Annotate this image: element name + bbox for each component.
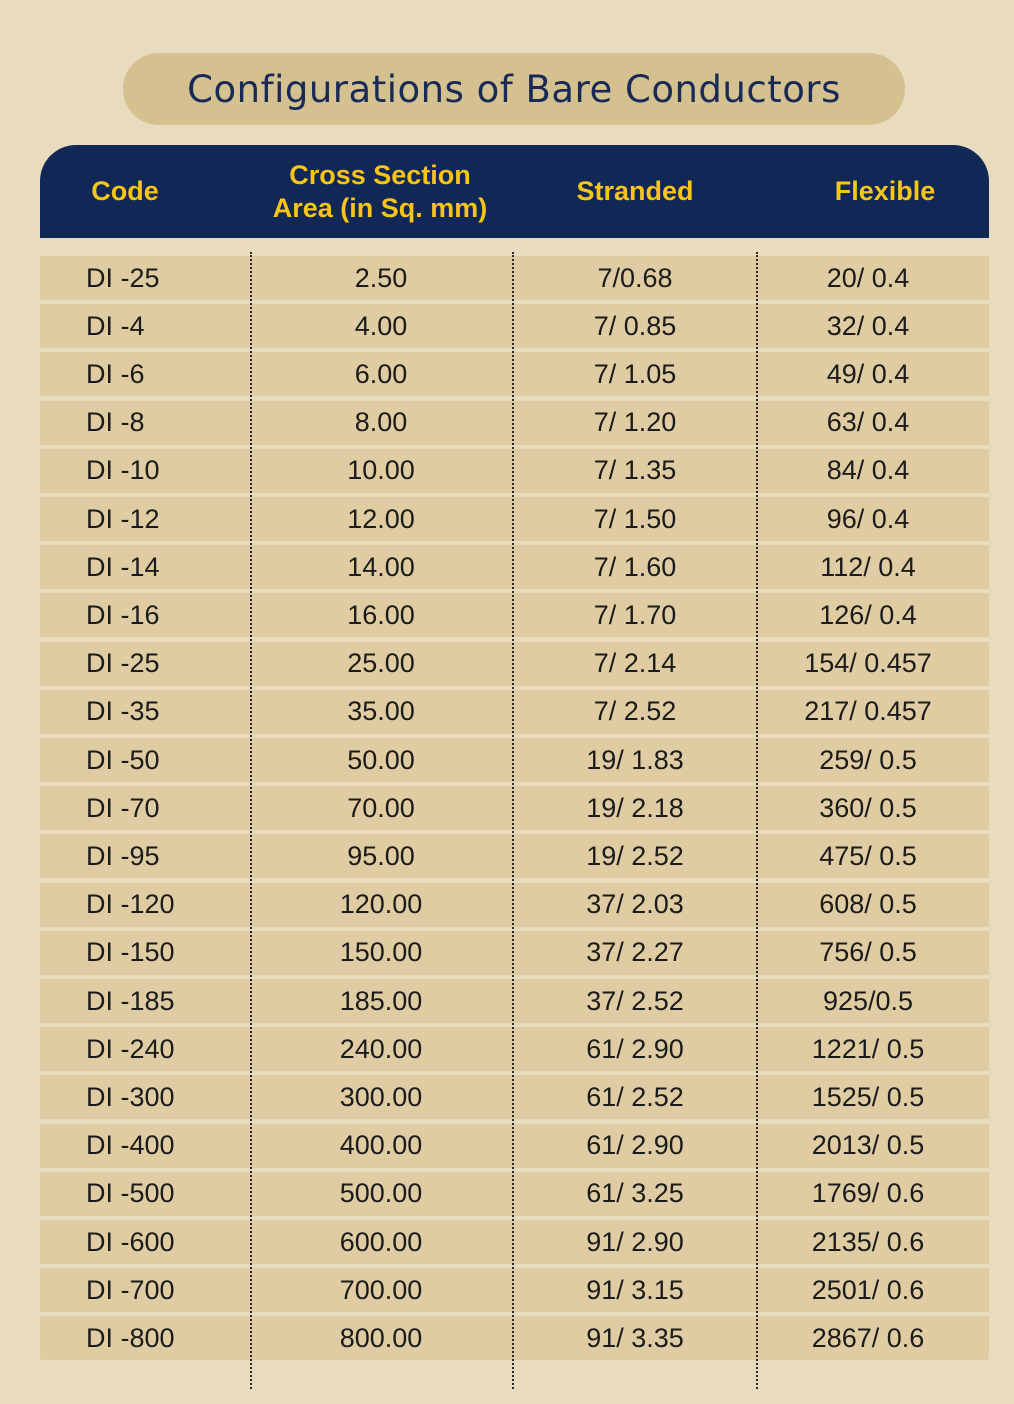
code-cell: DI -700 [86, 1274, 175, 1305]
stranded-cell: 7/ 0.85 [593, 310, 677, 341]
flexible-cell: 20/ 0.4 [826, 262, 910, 293]
flexible-cell: 32/ 0.4 [826, 310, 910, 341]
flexible-cell: 2867/ 0.6 [811, 1322, 925, 1353]
code-cell: DI -12 [86, 503, 160, 534]
flexible-cell: 259/ 0.5 [819, 744, 917, 775]
stranded-cell: 7/ 1.35 [593, 455, 677, 486]
table-row [40, 1027, 989, 1071]
table-row [40, 1220, 989, 1264]
table-row [40, 931, 989, 975]
code-cell: DI -50 [86, 744, 160, 775]
area-cell: 8.00 [354, 407, 408, 438]
code-cell: DI -8 [86, 407, 145, 438]
code-cell: DI -500 [86, 1178, 175, 1209]
area-cell: 2.50 [354, 262, 408, 293]
header-area [225, 145, 535, 238]
code-cell: DI -600 [86, 1226, 175, 1257]
header-area-line1: Cross Section [289, 159, 471, 190]
area-cell: 800.00 [339, 1322, 423, 1353]
flexible-cell: 2013/ 0.5 [811, 1130, 925, 1161]
stranded-cell: 7/ 1.50 [593, 503, 677, 534]
flexible-cell: 96/ 0.4 [826, 503, 910, 534]
table-row [40, 304, 989, 348]
table-row [40, 786, 989, 830]
area-cell: 35.00 [347, 696, 415, 727]
stranded-cell: 37/ 2.52 [586, 985, 684, 1016]
area-cell: 120.00 [339, 889, 423, 920]
flexible-cell: 360/ 0.5 [819, 792, 917, 823]
area-cell: 150.00 [339, 937, 423, 968]
stranded-cell: 7/ 1.05 [593, 358, 677, 389]
code-cell: DI -240 [86, 1033, 175, 1064]
table-row [40, 690, 989, 734]
flexible-cell: 475/ 0.5 [819, 840, 917, 871]
flexible-cell: 63/ 0.4 [826, 407, 910, 438]
area-cell: 95.00 [347, 840, 415, 871]
area-cell: 700.00 [339, 1274, 423, 1305]
code-cell: DI -35 [86, 696, 160, 727]
stranded-cell: 91/ 3.35 [586, 1322, 684, 1353]
header-flexible: Flexible [834, 176, 936, 206]
header-stranded: Stranded [576, 176, 694, 206]
code-cell: DI -6 [86, 358, 145, 389]
stranded-cell: 7/ 1.60 [593, 551, 677, 582]
code-cell: DI -70 [86, 792, 160, 823]
table-header [40, 145, 989, 238]
code-cell: DI -25 [86, 262, 160, 293]
stranded-cell: 19/ 2.18 [586, 792, 684, 823]
flexible-cell: 925/0.5 [822, 985, 914, 1016]
table-body [40, 252, 989, 1389]
table-row [40, 256, 989, 300]
code-cell: DI -16 [86, 599, 160, 630]
stranded-cell: 7/0.68 [597, 262, 673, 293]
table-row [40, 1316, 989, 1360]
area-cell: 500.00 [339, 1178, 423, 1209]
table-row [40, 449, 989, 493]
flexible-cell: 608/ 0.5 [819, 889, 917, 920]
table-row [40, 352, 989, 396]
table-row [40, 593, 989, 637]
area-cell: 12.00 [347, 503, 415, 534]
stranded-cell: 61/ 2.90 [586, 1130, 684, 1161]
table-row [40, 834, 989, 878]
table-row [40, 545, 989, 589]
area-cell: 185.00 [339, 985, 423, 1016]
header-code: Code [91, 176, 159, 206]
flexible-cell: 49/ 0.4 [826, 358, 910, 389]
stranded-cell: 91/ 2.90 [586, 1226, 684, 1257]
code-cell: DI -185 [86, 985, 175, 1016]
area-cell: 14.00 [347, 551, 415, 582]
table-row [40, 1124, 989, 1168]
stranded-cell: 7/ 2.52 [593, 696, 677, 727]
area-cell: 300.00 [339, 1081, 423, 1112]
area-cell: 25.00 [347, 648, 415, 679]
code-cell: DI -300 [86, 1081, 175, 1112]
table-row [40, 979, 989, 1023]
table-row [40, 738, 989, 782]
header-area-line2: Area (in Sq. mm) [272, 192, 488, 223]
code-cell: DI -400 [86, 1130, 175, 1161]
flexible-cell: 1769/ 0.6 [811, 1178, 925, 1209]
table-row [40, 642, 989, 686]
flexible-cell: 112/ 0.4 [820, 551, 916, 582]
area-cell: 4.00 [354, 310, 408, 341]
stranded-cell: 61/ 2.52 [586, 1081, 684, 1112]
stranded-cell: 7/ 1.20 [593, 407, 677, 438]
area-cell: 6.00 [354, 358, 408, 389]
flexible-cell: 126/ 0.4 [819, 599, 917, 630]
table-row [40, 497, 989, 541]
area-cell: 16.00 [347, 599, 415, 630]
stranded-cell: 37/ 2.27 [586, 937, 684, 968]
table-row [40, 883, 989, 927]
table-row [40, 1172, 989, 1216]
stranded-cell: 19/ 1.83 [586, 744, 684, 775]
flexible-cell: 217/ 0.457 [804, 696, 932, 727]
page-title: Configurations of Bare Conductors [187, 67, 841, 111]
code-cell: DI -800 [86, 1322, 175, 1353]
flexible-cell: 2501/ 0.6 [811, 1274, 925, 1305]
column-divider [250, 252, 252, 1389]
code-cell: DI -4 [86, 310, 145, 341]
code-cell: DI -10 [86, 455, 160, 486]
table-row [40, 1075, 989, 1119]
area-cell: 240.00 [339, 1033, 423, 1064]
table-row [40, 401, 989, 445]
area-cell: 400.00 [339, 1130, 423, 1161]
code-cell: DI -25 [86, 648, 160, 679]
table-row [40, 1268, 989, 1312]
code-cell: DI -95 [86, 840, 160, 871]
code-cell: DI -120 [86, 889, 175, 920]
stranded-cell: 61/ 3.25 [586, 1178, 684, 1209]
column-divider [756, 252, 758, 1389]
area-cell: 70.00 [347, 792, 415, 823]
stranded-cell: 37/ 2.03 [586, 889, 684, 920]
flexible-cell: 154/ 0.457 [804, 648, 932, 679]
area-cell: 10.00 [347, 455, 415, 486]
area-cell: 600.00 [339, 1226, 423, 1257]
stranded-cell: 7/ 2.14 [593, 648, 677, 679]
stranded-cell: 61/ 2.90 [586, 1033, 684, 1064]
flexible-cell: 756/ 0.5 [819, 937, 917, 968]
flexible-cell: 1221/ 0.5 [811, 1033, 925, 1064]
flexible-cell: 84/ 0.4 [826, 455, 910, 486]
column-divider [512, 252, 514, 1389]
stranded-cell: 19/ 2.52 [586, 840, 684, 871]
flexible-cell: 2135/ 0.6 [811, 1226, 925, 1257]
stranded-cell: 7/ 1.70 [593, 599, 677, 630]
code-cell: DI -14 [86, 551, 160, 582]
title-banner [123, 53, 905, 125]
stranded-cell: 91/ 3.15 [586, 1274, 684, 1305]
area-cell: 50.00 [347, 744, 415, 775]
flexible-cell: 1525/ 0.5 [811, 1081, 925, 1112]
code-cell: DI -150 [86, 937, 175, 968]
